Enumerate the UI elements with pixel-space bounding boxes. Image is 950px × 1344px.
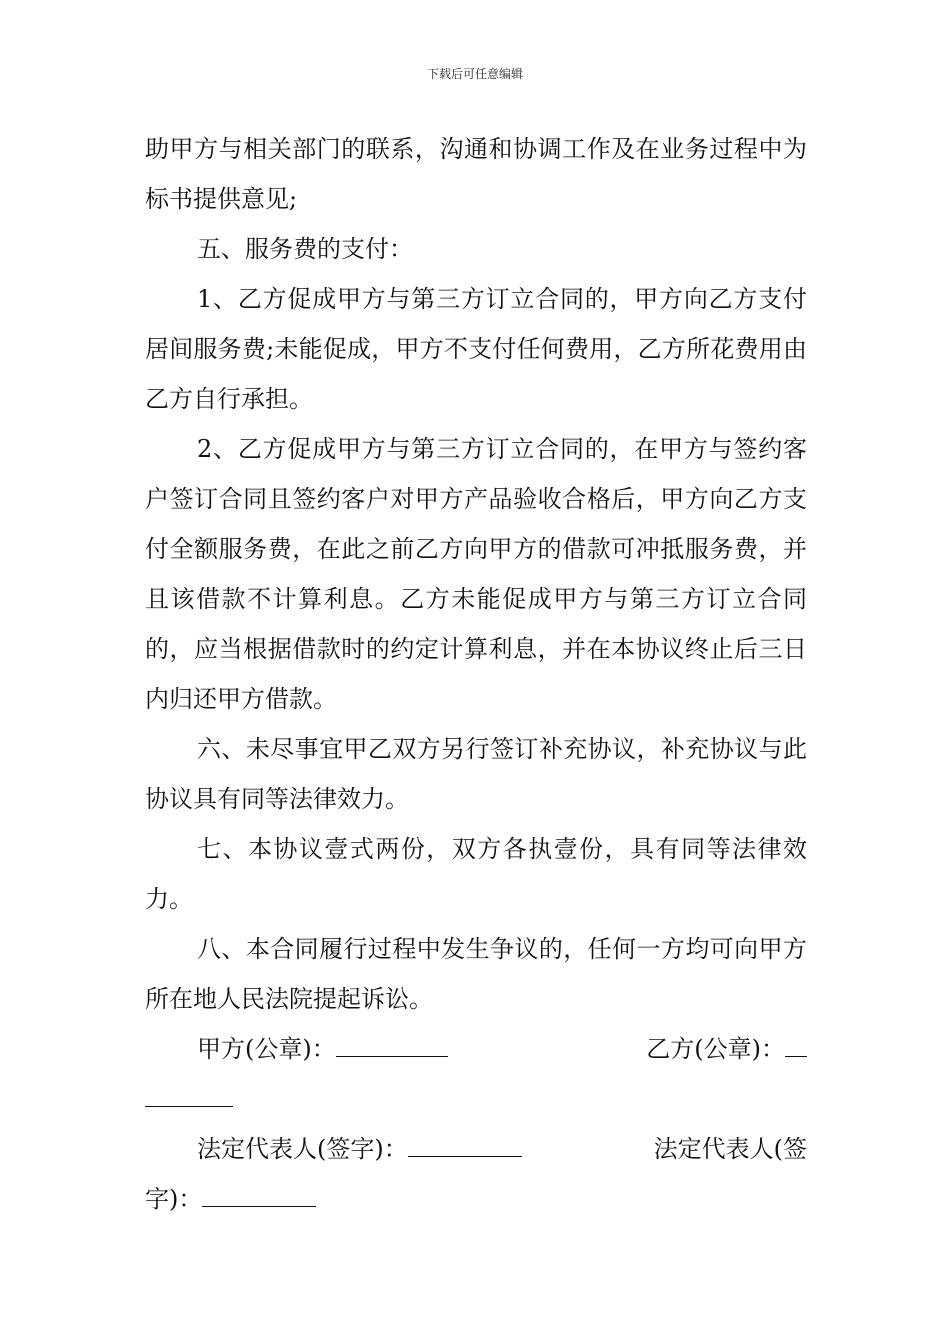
paragraph-section-7: 七、本协议壹式两份，双方各执壹份，具有同等法律效力。 (145, 835, 807, 913)
party-a-seal-label: 甲方(公章)： (197, 1035, 336, 1063)
party-a-representative (197, 1124, 522, 1174)
representative-signature-row (145, 1124, 807, 1174)
paragraph-section-5-title: 五、服务费的支付： (197, 235, 413, 263)
party-b-representative-label-end: 字)： (145, 1185, 203, 1213)
party-b-representative-continued (145, 1174, 807, 1224)
party-b-seal-label: 乙方(公章)： (646, 1035, 785, 1063)
seal-signature-row (145, 1024, 807, 1074)
paragraph-section-8: 八、本合同履行过程中发生争议的，任何一方均可向甲方所在地人民法院提起诉讼。 (145, 935, 807, 1013)
paragraph-continuation: 助甲方与相关部门的联系，沟通和协调工作及在业务过程中为标书提供意见; (145, 135, 807, 213)
party-b-seal (646, 1024, 807, 1074)
party-b-seal-blank-start (785, 1036, 807, 1057)
paragraph-section-5-item-1: 1、乙方促成甲方与第三方订立合同的，甲方向乙方支付居间服务费;未能促成，甲方不支付任何费用，乙方所花费用由乙方自行承担。 (145, 285, 807, 413)
party-b-seal-blank-end (145, 1086, 233, 1107)
party-a-representative-blank (408, 1136, 522, 1157)
party-a-representative-label: 法定代表人(签字)： (197, 1135, 408, 1163)
party-b-representative-blank (202, 1186, 316, 1207)
party-b-seal-blank-continued (145, 1074, 807, 1124)
page-header-note: 下载后可任意编辑 (426, 67, 523, 81)
party-a-seal-blank (336, 1036, 448, 1057)
party-b-representative: 法定代表人(签 (653, 1135, 807, 1163)
party-a-seal (197, 1024, 448, 1074)
document-body (145, 124, 807, 1224)
paragraph-section-5-item-2: 2、乙方促成甲方与第三方订立合同的，在甲方与签约客户签订合同且签约客户对甲方产品验收合格后，甲方向乙方支付全额服务费，在此之前乙方向甲方的借款可冲抵服务费，并且该借款不计算利息。乙方未能促成甲方与第三方订立合同的，应当根据借款时的约定计算利息，并在本协议终止后三日内归还甲方借款。 (145, 435, 807, 713)
paragraph-section-6: 六、未尽事宜甲乙双方另行签订补充协议，补充协议与此协议具有同等法律效力。 (145, 735, 807, 813)
